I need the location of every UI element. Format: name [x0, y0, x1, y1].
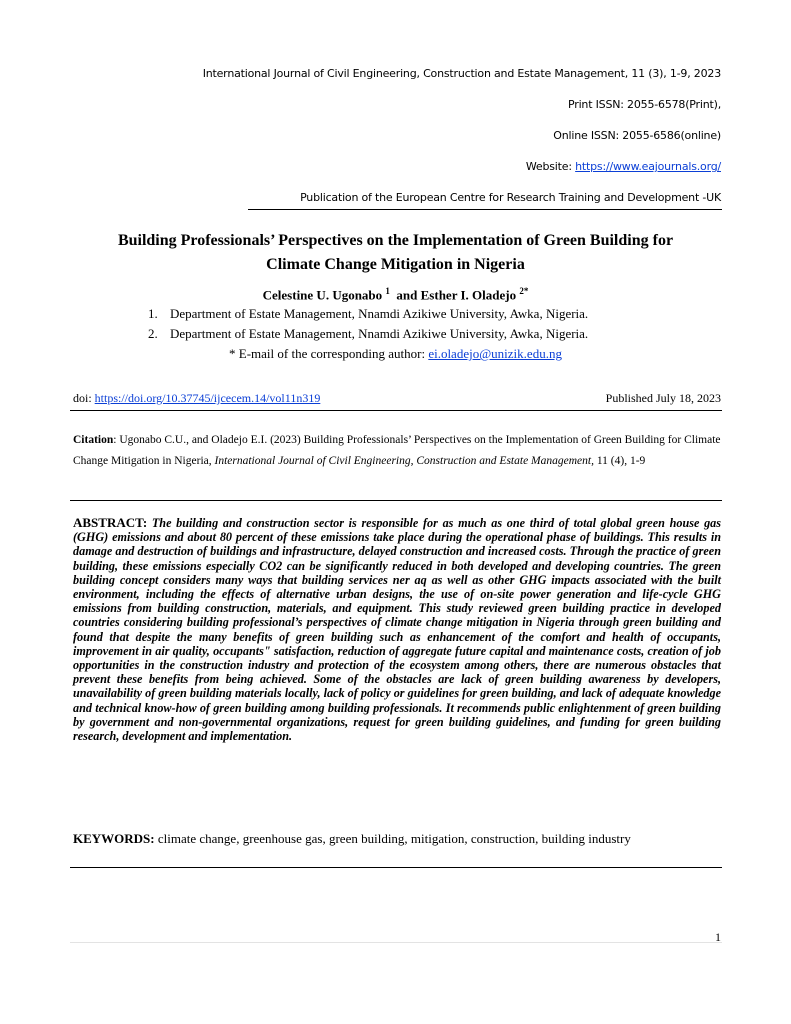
keywords-label: KEYWORDS: — [73, 831, 155, 846]
author-1: Celestine U. Ugonabo — [262, 287, 383, 303]
keywords-divider — [70, 867, 722, 868]
header-divider — [248, 209, 722, 210]
doi-line — [73, 391, 320, 406]
corresponding-author — [0, 346, 791, 362]
affiliation-2 — [148, 326, 588, 342]
citation-label: Citation — [73, 434, 114, 446]
website-label: Website: — [525, 160, 576, 173]
paper-title — [60, 229, 731, 277]
doi-link[interactable]: https://doi.org/10.37745/ijcecem.14/vol11n319 — [94, 391, 321, 405]
author-1-affiliation: 1 — [385, 286, 390, 296]
citation — [73, 430, 721, 472]
doi-label: doi: — [73, 391, 95, 405]
affiliation-text: Department of Estate Management, Nnamdi Azikiwe University, Awka, Nigeria. — [170, 326, 589, 341]
abstract — [73, 516, 721, 743]
page-number: 1 — [715, 930, 721, 944]
author-2-affiliation: 2* — [519, 286, 529, 296]
website-link[interactable]: https://www.eajournals.org/ — [575, 160, 721, 173]
title-line-2: Climate Change Mitigation in Nigeria — [266, 256, 525, 273]
keywords-text: climate change, greenhouse gas, green building, mitigation, construction, building industry — [154, 831, 631, 846]
journal-header: International Journal of Civil Engineering, Construction and Estate Management, 11 (3), 1-9, 2023 — [202, 67, 721, 80]
citation-text: : Ugonabo C.U., and Oladejo E.I. (2023) Building Professionals’ Perspectives on the Implementation of Green Building for Climate Change Mitigation in Nigeria, — [73, 434, 721, 467]
print-issn: Print ISSN: 2055-6578(Print), — [568, 98, 721, 111]
published-date: Published July 18, 2023 — [605, 391, 721, 405]
abstract-text: The building and construction sector is responsible for as much as one third of total global green house gas (GHG) emissions and about 80 percent of these emissions take place during the operational phase of buildings. This results in damage and destruction of buildings and infrastructure, delayed construction and increased costs. Through the practice of green building, these emissions especially CO2 can be significantly reduced in both developed and developing countries. The green building concept considers many ways that building services ner aq as well as other GHG impacts associated with the built environment, including the effects of alternative urban designs, the use of on-site power generation and life-cycle GHG emissions from building construction, materials, and equipment. This study reviewed green building practice in developed countries considering building professional’s perspectives of climate change mitigation in Nigeria through green building and found that despite the many benefits of green building such as enhancement of the comfort and health of occupants, improvement in air quality, occupants" satisfaction, reduction of aggregate future capital and maintenance costs, creation of job opportunities in the construction industry and protection of the ecosystem among others, there are numerous obstacles that prevent these benefits from being achieved. Some of the obstacles are lack of green building awareness by developers, unavailability of green building materials locally, lack of policy or guidelines for green building, and lack of adequate knowledge and technical know-how of green building among building professionals. It recommends public enlightenment of green building by government and non-governmental organizations, request for green building guidelines, and funding for green building research, development and implementation. — [73, 516, 721, 744]
abstract-label: ABSTRACT: — [73, 515, 148, 530]
citation-divider — [70, 500, 722, 501]
author-joiner: and — [396, 287, 418, 303]
author-list — [0, 286, 791, 303]
title-line-1: Building Professionals’ Perspectives on the Implementation of Green Building for — [117, 232, 674, 249]
publisher-line: Publication of the European Centre for Research Training and Development -UK — [300, 191, 721, 204]
affiliation-number: 2. — [148, 326, 158, 341]
affiliation-1 — [148, 306, 588, 322]
corresponding-label: * E-mail of the corresponding author: — [229, 346, 429, 361]
author-2: Esther I. Oladejo — [420, 287, 517, 303]
footer-divider — [70, 942, 722, 943]
affiliation-text: Department of Estate Management, Nnamdi Azikiwe University, Awka, Nigeria. — [170, 306, 589, 321]
website-line — [526, 160, 721, 173]
affiliation-number: 1. — [148, 306, 158, 321]
keywords — [73, 831, 721, 847]
doi-divider — [70, 410, 722, 411]
online-issn: Online ISSN: 2055-6586(online) — [553, 129, 721, 142]
corresponding-email-link[interactable]: ei.oladejo@unizik.edu.ng — [428, 346, 562, 361]
citation-journal: International Journal of Civil Engineering, Construction and Estate Management, — [214, 455, 594, 467]
citation-tail: 11 (4), 1-9 — [593, 455, 646, 467]
